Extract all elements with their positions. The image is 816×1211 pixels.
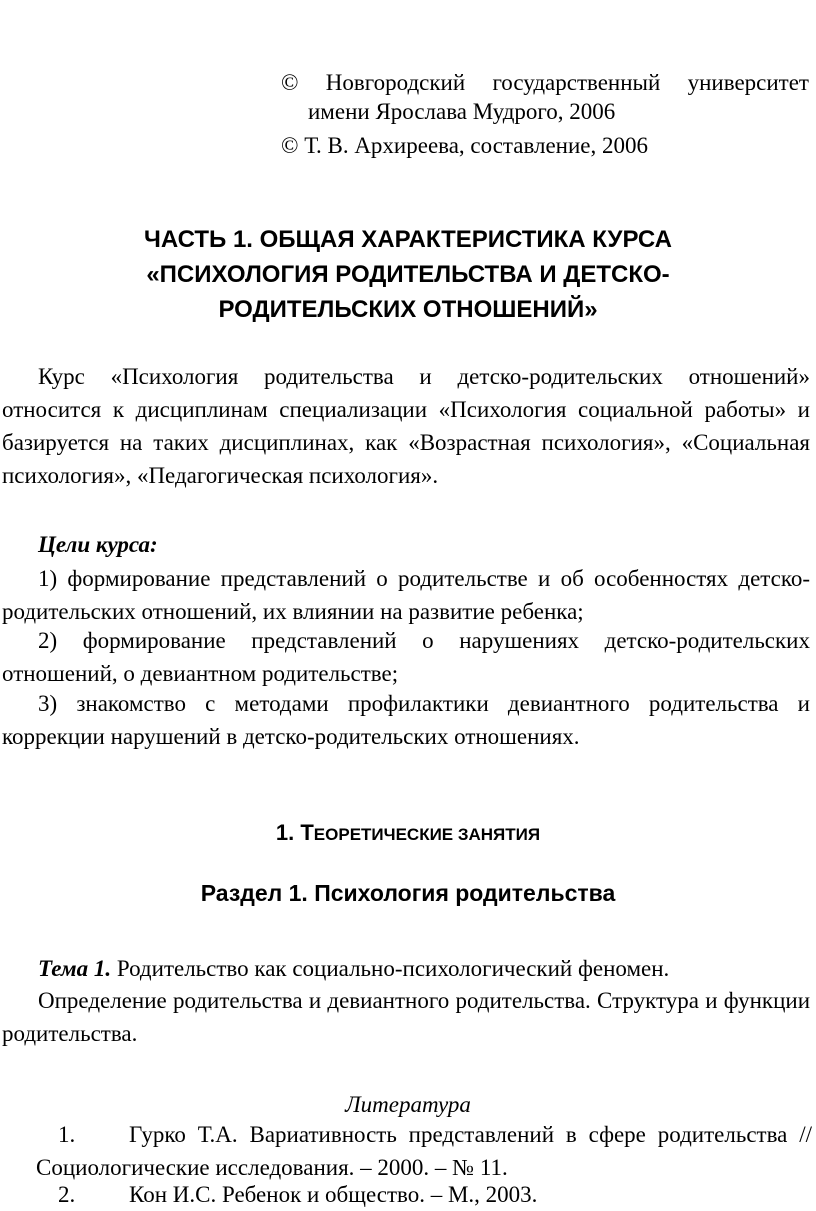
part-title-line-2: «ПСИХОЛОГИЯ РОДИТЕЛЬСТВА И ДЕТСКО- (146, 261, 670, 288)
reference-text: Гурко Т.А. Вариативность представлений в сфере родительства // (129, 1122, 812, 1147)
reference-text-cont: Социологические исследования. – 2000. – № 11. (36, 1155, 508, 1180)
goal-item-3: 3) знакомство с методами профилактики девиантного родительства и коррекции нарушений в детско-родительских отношениях. (2, 691, 810, 749)
section-heading-theory (0, 820, 816, 846)
razdel-heading: Раздел 1. Психология родительства (200, 880, 616, 906)
section-heading-first: 1. Т (275, 820, 314, 845)
topic-label: Тема 1. (38, 956, 112, 981)
topic-title: Родительство как социально-психологический феномен. (111, 956, 670, 981)
topic-description: Определение родительства и девиантного родительства. Структура и функции родительства. (2, 988, 810, 1046)
goal-item-2: 2) формирование представлений о нарушениях детско-родительских отношений, о девиантном родительстве; (2, 628, 810, 686)
copyright-line-1-cont: имени Ярослава Мудрого, 2006 (308, 99, 616, 124)
reference-number: 2. (58, 1182, 76, 1207)
reference-number: 1. (58, 1122, 76, 1147)
goals-heading: Цели курса: (38, 532, 158, 557)
reference-text: Кон И.С. Ребенок и общество. – М., 2003. (129, 1182, 538, 1207)
part-title-line-1: ЧАСТЬ 1. ОБЩАЯ ХАРАКТЕРИСТИКА КУРСА (144, 226, 672, 253)
topic-line (38, 952, 816, 985)
course-intro-paragraph: Курс «Психология родительства и детско-родительских отношений» относится к дисциплинам специализации «Психология социальной работы» и базируется на таких дисциплинах, как «Возрастная психология», «Социальная психология», «Педагогическая психология». (2, 364, 810, 488)
literature-heading: Литература (345, 1092, 471, 1117)
goal-item-1: 1) формирование представлений о родительстве и об особенностях детско-родительских отношений, их влиянии на развитие ребенка; (2, 566, 810, 624)
part-title-line-3: РОДИТЕЛЬСКИХ ОТНОШЕНИЙ» (218, 296, 598, 323)
copyright-author: © Т. В. Архиреева, составление, 2006 (281, 133, 649, 158)
section-heading-rest: ЕОРЕТИЧЕСКИЕ ЗАНЯТИЯ (313, 825, 541, 844)
part-title (40, 222, 776, 327)
copyright-line-1: © Новгородский государственный университет (281, 70, 809, 95)
